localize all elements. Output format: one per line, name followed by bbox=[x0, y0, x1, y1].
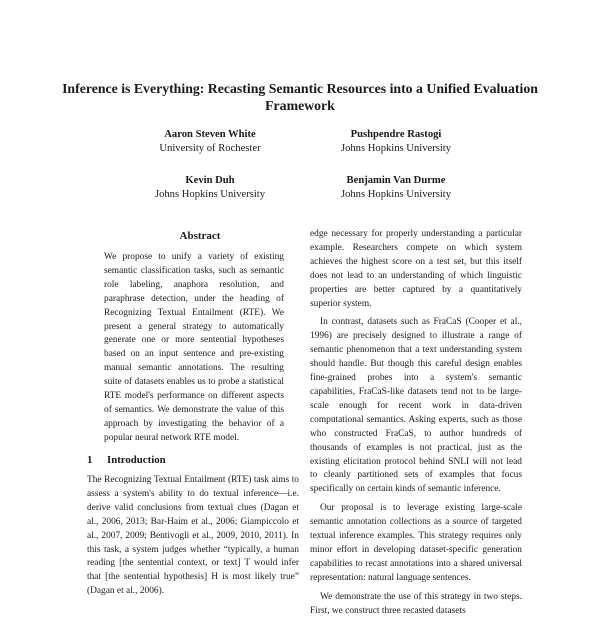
abstract-heading: Abstract bbox=[179, 230, 221, 242]
author-affiliation: University of Rochester bbox=[159, 143, 261, 154]
author-affiliation: Johns Hopkins University bbox=[340, 189, 452, 200]
body-paragraph: In contrast, datasets such as FraCaS (Cooper et al., 1996) are precisely designed to illustrate a range of semantic phenomenon that a text understanding system should handle. But though this careful design enables fine-grained probes into a system's semantic capabilities, FraCaS-like datasets tend not to be large-scale enough for recent work in data-driven computational semantics. Asking experts, such as those who constructed FraCaS, to author hundreds of thousands of examples is not practical, just as the existing elicitation protocol behind SNLI will not lead to cleanly partitioned sets of examples that focus specifically on certain kinds of semantic inference. bbox=[310, 317, 522, 495]
author-name: Benjamin Van Durme bbox=[346, 175, 446, 186]
section-heading bbox=[87, 454, 166, 466]
author-affiliation: Johns Hopkins University bbox=[340, 143, 452, 154]
section-title: Introduction bbox=[107, 454, 166, 466]
intro-paragraph: The Recognizing Textual Entailment (RTE) task aims to assess a system's ability to do textual inference—i.e. derive valid conclusions from textual clues (Dagan et al., 2006, 2013; Bar-Haim et al., 2006; Giampiccolo et al., 2007, 2009; Bentivogli et al., 2009, 2010, 2011). In this task, a system judges whether “typically, a human reading [the sentential context, or text] T would infer that [the sentential hypothesis] H is most likely true” (Dagan et al., 2006). bbox=[87, 475, 299, 597]
paper-title: Inference is Everything: Recasting Semantic Resources into a Unified Evaluation Framework bbox=[62, 81, 538, 113]
abstract-text: We propose to unify a variety of existing semantic classification tasks, such as semantic role labeling, anaphora resolution, and paraphrase detection, under the heading of Recognizing Textual Entailment (RTE). We present a general strategy to automatically generate one or more sentential hypotheses based on an input sentence and pre-existing manual semantic annotations. The resulting suite of datasets enables us to probe a statistical RTE model's performance on different aspects of semantics. We demonstrate the value of this approach by investigating the behavior of a popular neural network RTE model. bbox=[104, 252, 284, 443]
body-paragraph: We demonstrate the use of this strategy in two steps. First, we construct three recasted datasets bbox=[310, 591, 522, 616]
author-name: Aaron Steven White bbox=[164, 129, 256, 140]
right-column bbox=[310, 228, 522, 623]
author-name: Kevin Duh bbox=[185, 175, 235, 186]
author-affiliation: Johns Hopkins University bbox=[154, 189, 266, 200]
left-column bbox=[87, 474, 299, 599]
body-paragraph: edge necessary for properly understanding a particular example. Researchers compete on which system achieves the highest score on a test set, but this itself does not lead to an understanding of which linguistic properties are better captured by a quantitatively superior system. bbox=[310, 229, 522, 309]
section-number: 1 bbox=[87, 454, 93, 466]
body-paragraph: Our proposal is to leverage existing large-scale semantic annotation collections as a source of targeted textual inference examples. This strategy requires only minor effort in developing dataset-specific generation capabilities to recast annotations into a shared universal representation: natural language sentences. bbox=[310, 503, 522, 583]
author-block bbox=[110, 128, 310, 156]
author-name: Pushpendre Rastogi bbox=[350, 129, 442, 140]
author-block bbox=[110, 174, 310, 202]
author-block bbox=[296, 174, 496, 202]
author-block bbox=[296, 128, 496, 156]
